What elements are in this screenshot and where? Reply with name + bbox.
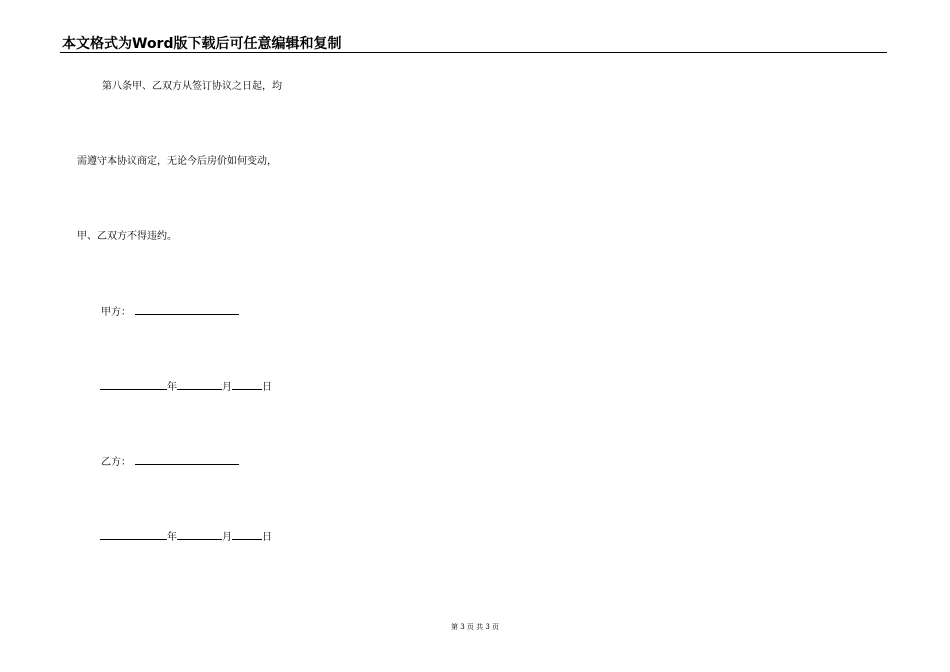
page-number-footer: 第 3 页 共 3 页: [450, 623, 500, 631]
month-label: 月: [222, 382, 232, 393]
year-label: 年: [167, 382, 177, 393]
header-divider: [60, 52, 887, 53]
party-a-year-blank[interactable]: [100, 379, 167, 390]
party-b-date-row: [100, 529, 272, 545]
article-eight-line-2: 需遵守本协议商定，无论今后房价如何变动，: [77, 156, 277, 167]
party-b-day-blank[interactable]: [232, 529, 262, 540]
year-label: 年: [167, 532, 177, 543]
party-a-month-blank[interactable]: [177, 379, 222, 390]
party-b-signature-row: [101, 454, 239, 470]
party-b-label: 乙方：: [101, 457, 131, 468]
day-label: 日: [262, 382, 272, 393]
article-eight-line-3: 甲、乙双方不得违约。: [77, 231, 177, 242]
header-title: 本文格式为Word版下载后可任意编辑和复制: [62, 36, 342, 52]
party-a-label: 甲方：: [101, 307, 131, 318]
party-b-blank[interactable]: [135, 454, 239, 465]
month-label: 月: [222, 532, 232, 543]
party-b-month-blank[interactable]: [177, 529, 222, 540]
party-b-year-blank[interactable]: [100, 529, 167, 540]
party-a-signature-row: [101, 304, 239, 320]
day-label: 日: [262, 532, 272, 543]
party-a-date-row: [100, 379, 272, 395]
party-a-day-blank[interactable]: [232, 379, 262, 390]
article-eight-line-1: 第八条甲、乙双方从签订协议之日起，均: [102, 81, 282, 92]
party-a-blank[interactable]: [135, 304, 239, 315]
